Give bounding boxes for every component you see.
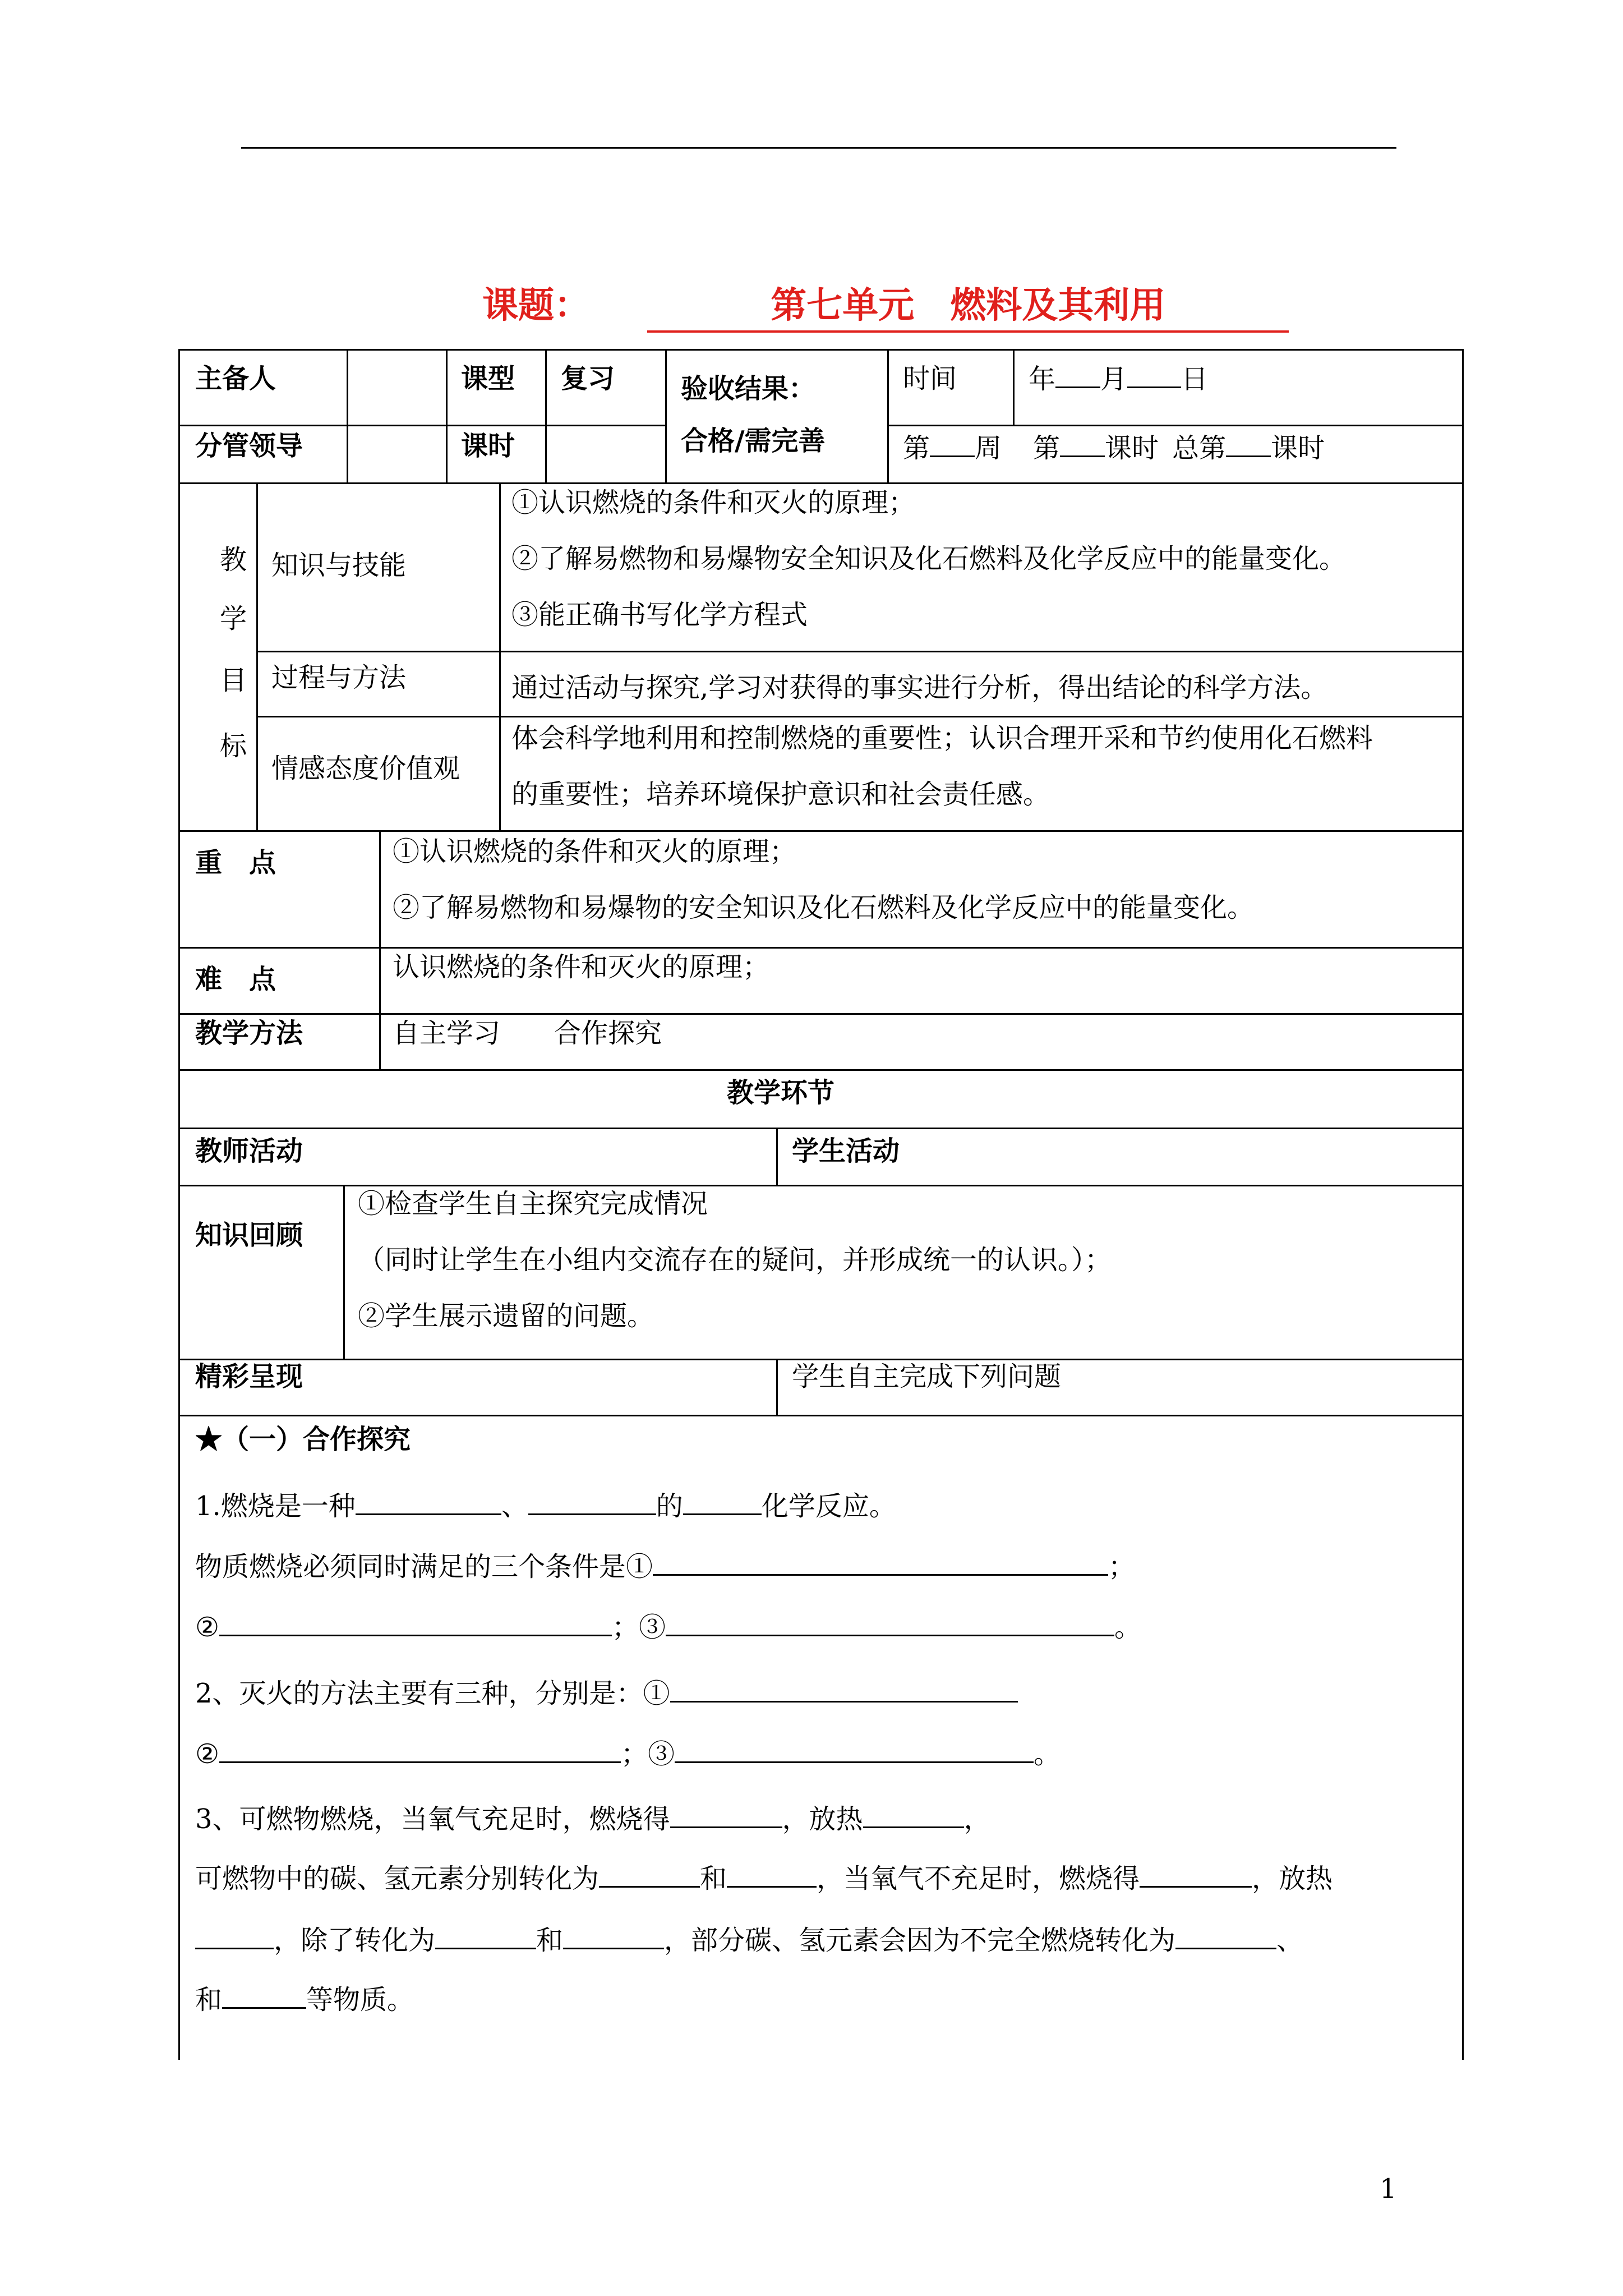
student-activity-label: 学生活动 [792,1135,900,1167]
method-text: 自主学习 合作探究 [393,1018,662,1049]
knowledge-item-2: ②了解易燃物和易爆物安全知识及化石燃料及化学反应中的能量变化。 [511,543,1347,574]
q3-blank-5[interactable] [1140,1861,1252,1888]
info-bottom-line [178,482,1464,484]
highlight-bottom [178,1415,1464,1416]
q3i: 和 [536,1925,564,1956]
obj-col2 [499,482,501,831]
lesson-type-label: 课型 [461,363,515,394]
q2a: 2、灭火的方法主要有三种，分别是：① [195,1678,670,1709]
q1d: 化学反应。 [761,1490,896,1522]
q1-blank-2[interactable] [528,1489,656,1515]
lesson-type-value: 复习 [561,363,615,394]
difficulty-text: 认识燃烧的条件和灭火的原理； [393,951,770,983]
q2c: ；③ [621,1738,675,1770]
q3-line-3 [195,1923,1303,1957]
info-col6 [1013,349,1015,426]
difficulty-label: 难 点 [195,964,276,995]
q3e: 和 [700,1863,727,1894]
method-bottom [178,1069,1464,1071]
diff-bottom [178,1013,1464,1015]
q1-line-3 [195,1610,1141,1644]
day-blank[interactable] [1127,362,1181,388]
info-col1 [347,349,348,484]
info-col5 [887,349,889,484]
q1e: 物质燃烧必须同时满足的三个条件是① [195,1551,653,1582]
q3j: ，部分碳、氢元素会因为不完全燃烧转化为 [664,1925,1176,1956]
q3g: ，放热 [1252,1863,1333,1894]
q1h: ；③ [612,1612,666,1643]
q1b: 、 [501,1490,528,1522]
q3k: 、 [1276,1925,1304,1956]
week-period-field [903,431,1325,465]
process-method-text: 通过活动与探究,学习对获得的事实进行分析，得出结论的科学方法。 [511,672,1328,703]
q1-line-2 [195,1549,1135,1584]
q3a: 3、可燃物燃烧，当氧气充足时，燃烧得 [195,1803,670,1835]
q3-blank-7[interactable] [435,1923,536,1949]
title-main [647,283,1289,333]
q1c: 的 [656,1490,683,1522]
q1-cond-blank-2[interactable] [219,1610,612,1636]
q1a: 1.燃烧是一种 [195,1490,356,1522]
obj-label-char-2: 学 [220,603,247,634]
highlight-student-text: 学生自主完成下列问题 [792,1361,1062,1392]
highlight-label: 精彩呈现 [195,1361,303,1392]
date-day: 日 [1181,364,1209,395]
inquiry-title: ★（一）合作探究 [195,1424,411,1455]
obj-label-char-4: 标 [220,730,247,762]
page-title [482,283,1289,333]
info-mid-line-right [887,425,1464,426]
review-line-3: ②学生展示遗留的问题。 [358,1300,654,1332]
total-blank[interactable] [1226,431,1271,457]
obj-label-char-1: 教 [220,544,247,576]
q2d: 。 [1034,1738,1061,1770]
preparer-label: 主备人 [195,363,276,394]
review-col [343,1185,345,1360]
info-col2 [446,349,448,484]
q3-line-2 [195,1861,1332,1895]
week-di1: 第 [903,432,930,464]
knowledge-item-1: ①认识燃烧的条件和灭火的原理； [511,487,916,518]
week-blank[interactable] [930,431,975,457]
process-col [776,1128,778,1186]
q2-line-2 [195,1737,1061,1771]
emotion-line-2: 的重要性；培养环境保护意识和社会责任感。 [511,779,1050,810]
date-field [1029,362,1208,396]
header-rule [241,147,1396,149]
leader-label: 分管领导 [195,430,303,462]
title-prefix: 课题： [482,284,590,326]
obj-col1 [256,482,258,831]
q1f: ； [1108,1551,1136,1582]
q3-blank-6[interactable] [195,1923,274,1949]
time-label: 时间 [903,363,957,394]
page-number: 1 [1380,2173,1397,2205]
week-zhou: 周 [975,432,1002,464]
q3l: 和 [195,1984,223,2016]
week-keshi: 课时 [1105,432,1159,464]
q2b: ② [195,1738,220,1770]
review-line-1: ①检查学生自主探究完成情况 [358,1188,708,1220]
q2-blank-3[interactable] [675,1737,1034,1763]
kp-bottom [178,947,1464,949]
q1-blank-3[interactable] [683,1489,762,1515]
week-total: 总第 [1172,432,1227,464]
q3-line-4 [195,1982,414,2017]
q3m: 等物质。 [306,1984,414,2016]
q1i: 。 [1114,1612,1142,1643]
table-top-border [178,349,1464,351]
q3-blank-8[interactable] [563,1923,664,1949]
obj-bottom [178,830,1464,832]
process-method-label: 过程与方法 [271,662,407,693]
q3h: ，除了转化为 [274,1925,436,1956]
obj-row1 [256,651,1464,652]
q3c: ， [963,1803,991,1835]
month-blank[interactable] [1055,362,1100,388]
table-right-border [1462,349,1464,2060]
date-year: 年 [1029,364,1056,395]
emotion-label: 情感态度价值观 [271,753,460,784]
q3-blank-3[interactable] [599,1861,700,1888]
keypoint-1: ①认识燃烧的条件和灭火的原理； [393,836,797,867]
review-label: 知识回顾 [195,1220,303,1251]
review-line-2: （同时让学生在小组内交流存在的疑问，并形成统一的认识。）； [358,1244,1112,1276]
process-title-bottom [178,1128,1464,1129]
period-blank[interactable] [1060,431,1105,457]
q2-blank-2[interactable] [219,1737,621,1763]
q2-blank-1[interactable] [670,1676,1018,1703]
table-left-border [178,349,180,2060]
week-di2: 第 [1033,432,1061,464]
q1-blank-1[interactable] [356,1489,501,1515]
q3b: ，放热 [782,1803,863,1835]
week-keshi2: 课时 [1271,432,1325,464]
process-header-bottom [178,1185,1464,1186]
q3d: 可燃物中的碳、氢元素分别转化为 [195,1863,600,1894]
q3-line-1 [195,1802,991,1836]
q1-cond-blank-1[interactable] [653,1549,1108,1576]
emotion-line-1: 体会科学地利用和控制燃烧的重要性；认识合理开采和节约使用化石燃料 [511,723,1373,754]
q3f: ，当氧气不充足时，燃烧得 [817,1863,1140,1894]
obj-label-char-3: 目 [220,665,247,696]
q1g: ② [195,1612,220,1643]
acceptance-options: 合格/需完善 [681,425,826,457]
knowledge-item-3: ③能正确书写化学方程式 [511,599,808,631]
q3-blank-9[interactable] [1175,1923,1276,1949]
date-month: 月 [1100,364,1128,395]
q3-blank-4[interactable] [727,1861,817,1888]
kp-col [379,830,381,1070]
keypoints-label: 重 点 [195,847,276,878]
teacher-activity-label: 教师活动 [195,1135,303,1167]
q1-line-1 [195,1489,896,1523]
q3-blank-2[interactable] [863,1802,964,1828]
info-mid-line-left [178,425,666,426]
method-label: 教学方法 [195,1018,303,1049]
obj-row2 [256,716,1464,717]
acceptance-label: 验收结果： [681,373,816,404]
period-label: 课时 [461,430,515,462]
q3-blank-1[interactable] [670,1802,782,1828]
process-title: 教学环节 [727,1077,835,1108]
info-col3 [545,349,547,484]
highlight-col [776,1359,778,1416]
keypoint-2: ②了解易燃物和易爆物的安全知识及化石燃料及化学反应中的能量变化。 [393,892,1255,923]
title-text: 第七单元 燃料及其利用 [771,284,1166,326]
info-col4 [665,349,667,484]
q2-line-1 [195,1676,1018,1710]
q1-cond-blank-3[interactable] [666,1610,1114,1636]
q3-blank-10[interactable] [222,1982,306,2009]
knowledge-label: 知识与技能 [271,550,407,581]
